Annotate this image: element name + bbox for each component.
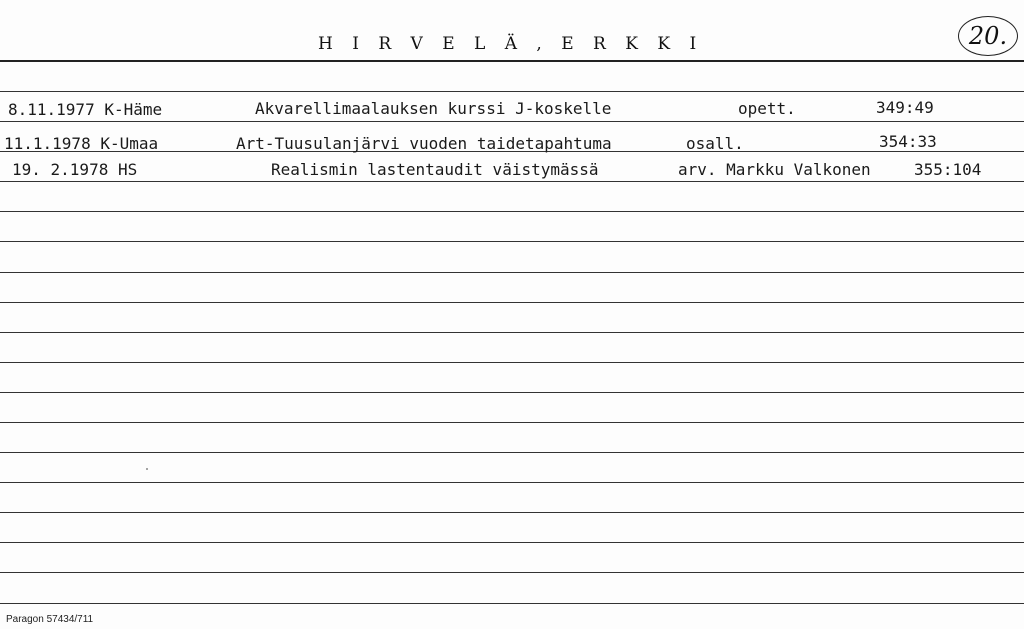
entry-date: 11.1.1978 K-Umaa bbox=[4, 134, 159, 153]
entry-ref: 349:49 bbox=[876, 98, 934, 117]
entry-date: 8.11.1977 K-Häme bbox=[8, 100, 163, 119]
rule-line bbox=[0, 422, 1024, 423]
rule-line bbox=[0, 121, 1024, 122]
paper-speck bbox=[146, 468, 148, 470]
header-rule bbox=[0, 60, 1024, 62]
entry-ref: 354:33 bbox=[879, 132, 937, 151]
rule-line bbox=[0, 362, 1024, 363]
rule-line bbox=[0, 603, 1024, 604]
rule-line bbox=[0, 181, 1024, 182]
print-code: Paragon 57434/711 bbox=[6, 614, 94, 625]
entry-date: 19. 2.1978 HS bbox=[12, 160, 138, 179]
rule-line bbox=[0, 572, 1024, 573]
entry-title: Akvarellimaalauksen kurssi J-koskelle bbox=[255, 99, 612, 118]
rule-line bbox=[0, 332, 1024, 333]
entry-title: Art-Tuusulanjärvi vuoden taidetapahtuma bbox=[236, 134, 612, 153]
rule-line bbox=[0, 392, 1024, 393]
card-number: 20. bbox=[958, 16, 1018, 56]
rule-line bbox=[0, 542, 1024, 543]
entry-role: opett. bbox=[738, 99, 796, 118]
entry-role: osall. bbox=[686, 134, 744, 153]
entry-role: arv. Markku Valkonen bbox=[678, 160, 871, 179]
rule-line bbox=[0, 211, 1024, 212]
rule-line bbox=[0, 302, 1024, 303]
rule-line bbox=[0, 512, 1024, 513]
entry-title: Realismin lastentaudit väistymässä bbox=[271, 160, 599, 179]
rule-line bbox=[0, 241, 1024, 242]
card-name: H I R V E L Ä , E R K K I bbox=[318, 34, 704, 54]
rule-line bbox=[0, 272, 1024, 273]
entry-ref: 355:104 bbox=[914, 160, 982, 179]
rule-line bbox=[0, 452, 1024, 453]
rule-line bbox=[0, 91, 1024, 92]
rule-line bbox=[0, 482, 1024, 483]
